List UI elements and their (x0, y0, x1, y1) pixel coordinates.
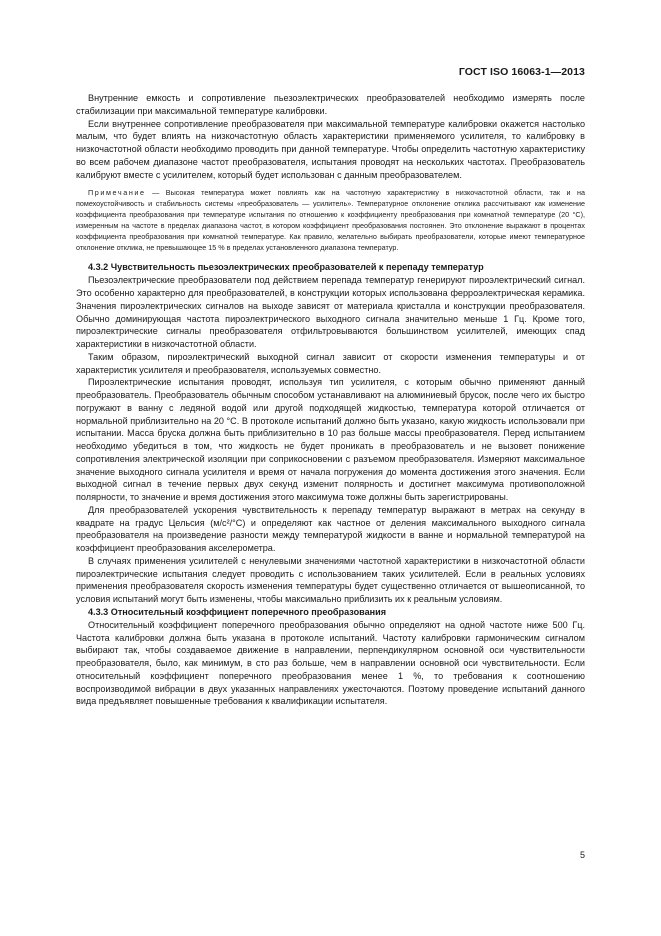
paragraph: Таким образом, пироэлектрический выходной сигнал зависит от скорости изменения температуры и от характеристик усилителя и преобразователя, используемых совместно. (76, 351, 585, 375)
paragraph: Внутренние емкость и сопротивление пьезоэлектрических преобразователей необходимо измерять после стабилизации при максимальной температуре калибровки. (76, 93, 585, 116)
paragraph: Для преобразователей ускорения чувствительность к перепаду температур выражают в метрах на секунду в квадрате на градус Цельсия (м/с²/°С) и определяют как частное от деления максимального выходного сигнала преобразователя на произведение разности между температурой жидкости в ванне и нормальной температурой на коэффициент преобразования акселерометра. (76, 504, 585, 553)
note-label: Примечание (88, 188, 146, 198)
document-id: ГОСТ ISO 16063-1—2013 (458, 66, 585, 78)
paragraph: Пироэлектрические испытания проводят, используя тип усилителя, с которым обычно применяют данный преобразователь. Преобразователь обычным способом устанавливают на алюминиевый брусок, после чего их быстро погружают в ванну с ледяной водой или другой подходящей жидкостью, температура которой отличается от нормальной приблизительно на 20 °С. В протоколе испытаний должно быть указано, какую жидкость использовали при испытании. Масса бруска должна быть приблизительно в 10 раз больше массы преобразователя. Перед испытанием необходимо убедиться в том, что жидкость не будет проникать в преобразователь и не вызовет понижение сопротивления электрической изоляции при соприкосновении с разъемом преобразователя. Измеряют максимальное значение выходного сигнала усилителя и время от начала погружения до момента достижения этого значения. Если выходной сигнал в течение первых двух секунд изменит полярность и достигнет максимума противоположной полярности, то значение и время достижения этого максимума тоже должны быть зарегистрированы. (76, 377, 585, 502)
paragraph: Если внутреннее сопротивление преобразователя при максимальной температуре калибровки окажется настолько малым, что будет влиять на низкочастотную область характеристики применяемого усилителя, то калибровку в низкочастотной области необходимо проводить при данной температуре. Чтобы определить частотную характеристику во всем рабочем диапазоне частот преобразователя, испытания проводят на нескольких частотах. Преобразователь калибруют вместе с усилителем, который будет использован с данным преобразователем. (76, 118, 585, 180)
note (76, 187, 585, 253)
section-heading-4-3-3: 4.3.3 Относительный коэффициент поперечного преобразования (88, 606, 387, 617)
page-body (76, 92, 585, 708)
paragraph: В случаях применения усилителей с ненулевыми значениями частотной характеристики в низкочастотной области пироэлектрические испытания следует проводить с использованием таких усилителей. Если в реальных условиях применения преобразователя скорость изменения температуры будет существенно отличается от вышеописанной, то условия испытаний могут быть изменены, чтобы максимально приблизить их к реальным условиям. (76, 555, 585, 604)
paragraph: Относительный коэффициент поперечного преобразования обычно определяют на одной частоте ниже 500 Гц. Частота калибровки должна быть указана в протоколе испытаний. Частоту калибровки гармоническим сигналом выбирают так, чтобы создаваемое движение в направлении, перпендикулярном основной оси чувствительности преобразователя, было, как минимум, в сто раз больше, чем в направлении основной оси чувствительности. Если относительный коэффициент поперечного преобразования менее 1 %, то требования к соотношению воспроизводимой вибрации в двух указанных направлениях ужесточаются. Поэтому проведение испытаний данного вида предъявляет повышенные требования к квалификации испытателя. (76, 619, 585, 707)
section-heading-4-3-2: 4.3.2 Чувствительность пьезоэлектрических преобразователей к перепаду температур (88, 262, 484, 273)
paragraph: Пьезоэлектрические преобразователи под действием перепада температур генерируют пироэлектрический сигнал. Это особенно характерно для преобразователей, в конструкции которых использована ферроэлектрическая керамика. Значения пироэлектрических сигналов на выходе зависят от материала кристалла и конструкции преобразователя. Обычно доминирующая частота пироэлектрического выходного сигнала значительно меньше 1 Гц. Кроме того, пироэлектрические сигналы преобразователя отфильтровываются большинством усилителей, имеющих спад характеристики в низкочастотной области. (76, 275, 585, 349)
note-text: — Высокая температура может повлиять как на частотную характеристику в низкочастотной области, так и на помехоустойчивость и стабильность системы «преобразователь — усилитель». Температурное отклонение отклика рассчитывают как изменение коэффициента преобразования при температуре испытания по отношению к коэффициенту преобразования при комнатной температуре (20 °С), измеренным на частоте в пределах диапазона частот, в котором коэффициент преобразования постоянен. Это отклонение выражают в процентах коэффициента преобразования при комнатной температуре. Как правило, желательно выбирать преобразователи, которые имеют температурное отклонение отклика, не превышающее 15 % в пределах установленного диапазона температур. (76, 188, 585, 253)
page-number: 5 (579, 850, 585, 860)
